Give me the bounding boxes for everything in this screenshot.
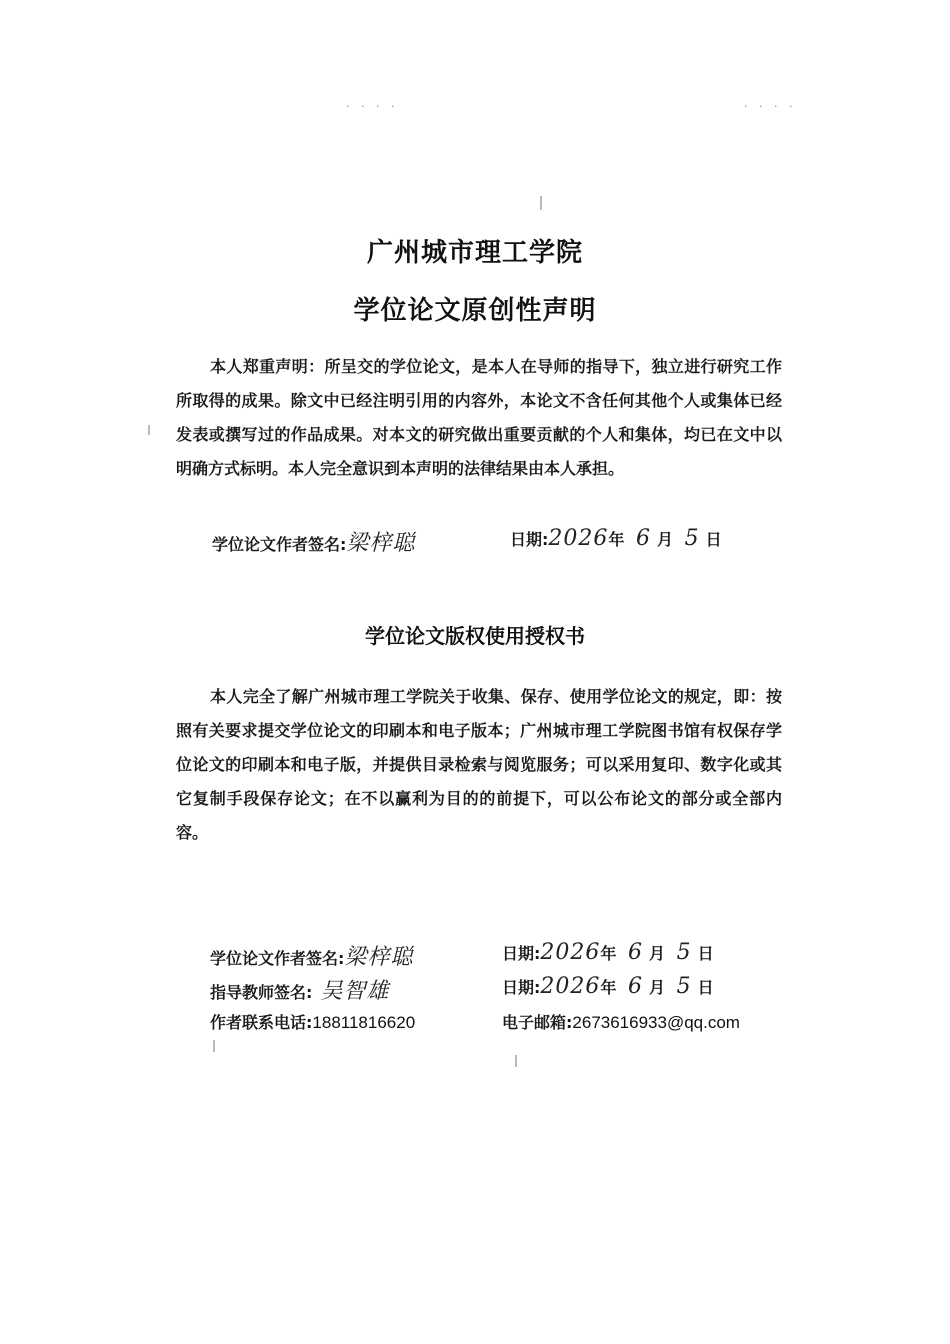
date-year: 2026 bbox=[540, 974, 601, 999]
date-label: 日期: bbox=[502, 944, 541, 963]
author-signature: 梁梓聪 bbox=[344, 945, 414, 970]
declaration-author-signature-row bbox=[212, 526, 415, 557]
year-unit: 年 bbox=[608, 530, 625, 549]
date-day: 5 bbox=[676, 974, 692, 999]
advisor-signature-row bbox=[210, 974, 389, 1005]
day-unit: 日 bbox=[697, 944, 714, 963]
scan-artifact bbox=[213, 1040, 215, 1052]
day-unit: 日 bbox=[705, 530, 722, 549]
date-year: 2026 bbox=[548, 526, 609, 551]
date-day: 5 bbox=[676, 940, 692, 965]
date-label: 日期: bbox=[502, 978, 541, 997]
year-unit: 年 bbox=[600, 978, 617, 997]
declaration-title: 学位论文原创性声明 bbox=[353, 296, 597, 326]
authorization-author-date-row bbox=[502, 940, 714, 965]
advisor-date-row bbox=[502, 974, 714, 999]
month-unit: 月 bbox=[649, 944, 666, 963]
date-label: 日期: bbox=[510, 530, 549, 549]
phone-value: 18811816620 bbox=[312, 1013, 416, 1032]
author-signature-label: 学位论文作者签名: bbox=[210, 949, 345, 968]
month-unit: 月 bbox=[657, 530, 674, 549]
declaration-date-row bbox=[510, 526, 722, 551]
scan-artifact: · · · · bbox=[744, 100, 797, 113]
scan-artifact bbox=[148, 425, 150, 435]
author-signature: 梁梓聪 bbox=[346, 531, 416, 556]
author-phone-row bbox=[210, 1010, 415, 1033]
declaration-paragraph: 本人郑重声明：所呈交的学位论文，是本人在导师的指导下，独立进行研究工作所取得的成果。除文中已经注明引用的内容外，本论文不含任何其他个人或集体已经发表或撰写过的作品成果。对本文的研究做出重要贡献的个人和集体，均已在文中以明确方式标明。本人完全意识到本声明的法律结果由本人承担。 bbox=[176, 357, 782, 478]
date-day: 5 bbox=[684, 526, 700, 551]
scan-artifact bbox=[515, 1055, 517, 1067]
date-month: 6 bbox=[628, 974, 643, 999]
authorization-paragraph: 本人完全了解广州城市理工学院关于收集、保存、使用学位论文的规定，即：按照有关要求提交学位论文的印刷本和电子版本；广州城市理工学院图书馆有权保存学位论文的印刷本和电子版，并提供目录检索与阅览服务；可以采用复印、数字化或其它复制手段保存论文；在不以赢利为目的的前提下，可以公布论文的部分或全部内容。 bbox=[176, 687, 782, 842]
authorization-author-signature-row bbox=[210, 940, 413, 971]
email-value: 2673616933@qq.com bbox=[572, 1013, 740, 1032]
authorization-title: 学位论文版权使用授权书 bbox=[365, 624, 585, 648]
scan-artifact: · · · · bbox=[346, 100, 399, 113]
author-email-row bbox=[502, 1010, 740, 1033]
email-label: 电子邮箱: bbox=[502, 1013, 573, 1032]
advisor-signature: 吴智雄 bbox=[320, 979, 390, 1004]
date-month: 6 bbox=[628, 940, 643, 965]
phone-label: 作者联系电话: bbox=[210, 1013, 313, 1032]
advisor-signature-label: 指导教师签名: bbox=[210, 983, 313, 1002]
month-unit: 月 bbox=[649, 978, 666, 997]
institution-title: 广州城市理工学院 bbox=[366, 238, 583, 268]
year-unit: 年 bbox=[600, 944, 617, 963]
date-year: 2026 bbox=[540, 940, 601, 965]
day-unit: 日 bbox=[697, 978, 714, 997]
scan-artifact bbox=[540, 196, 542, 210]
date-month: 6 bbox=[636, 526, 651, 551]
author-signature-label: 学位论文作者签名: bbox=[212, 535, 347, 554]
